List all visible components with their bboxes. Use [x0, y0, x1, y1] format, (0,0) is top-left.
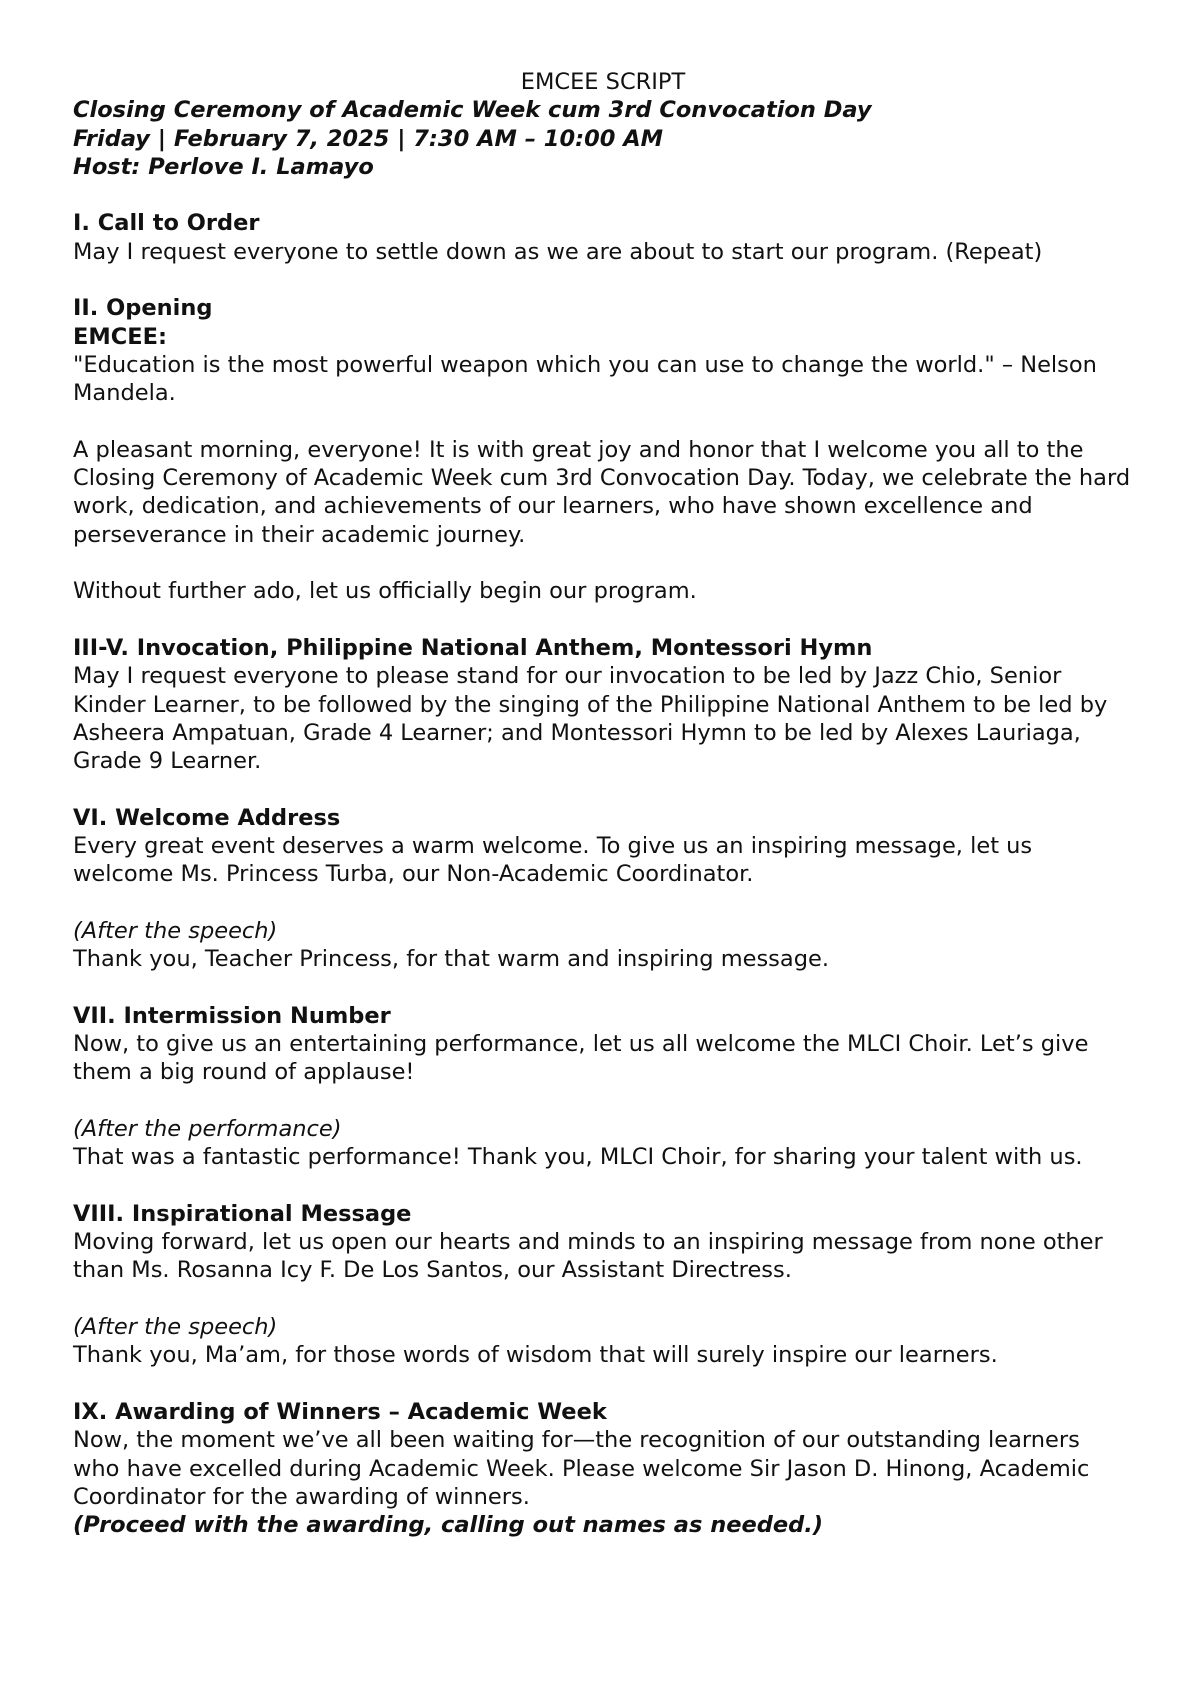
section-text-invocation: May I request everyone to please stand for our invocation to be led by Jazz Chio, Senior Kinder Learner, to be followed by the singing of the Philippine National Anthem to be led by Asheera Ampatuan, Grade 4 Learner; and Montessori Hymn to be led by Alexes Lauriaga, Grade 9 Learner.	[73, 663, 1108, 775]
section-heading-inspirational-message: VIII. Inspirational Message	[73, 1200, 412, 1227]
section-heading-invocation: III-V. Invocation, Philippine National Anthem, Montessori Hymn	[73, 634, 873, 661]
section-heading-opening: II. Opening	[73, 295, 213, 322]
after-text-intermission: That was a fantastic performance! Thank you, MLCI Choir, for sharing your talent with us.	[73, 1144, 1083, 1171]
stage-cue: (After the performance)	[73, 1115, 342, 1142]
section-text-welcome-address: Every great event deserves a warm welcome. To give us an inspiring message, let us welcome Ms. Princess Turba, our Non-Academic Coordinator.	[73, 833, 1033, 888]
stage-cue: (After the speech)	[73, 1314, 278, 1341]
section-text-call-to-order: May I request everyone to settle down as we are about to start our program. (Repeat)	[73, 238, 1043, 265]
stage-cue: (After the speech)	[73, 917, 278, 944]
speaker-label: EMCEE:	[73, 323, 168, 350]
after-text-inspirational-message: Thank you, Ma’am, for those words of wisdom that will surely inspire our learners.	[73, 1342, 998, 1369]
event-datetime: Friday | February 7, 2025 | 7:30 AM – 10:00 AM	[73, 125, 664, 152]
document-page	[73, 68, 1133, 1539]
event-title: Closing Ceremony of Academic Week cum 3rd Convocation Day	[73, 97, 872, 124]
opening-closing-line: Without further ado, let us officially begin our program.	[73, 578, 697, 605]
document-title: EMCEE SCRIPT	[520, 69, 686, 95]
section-text-intermission: Now, to give us an entertaining performance, let us all welcome the MLCI Choir. Let’s give them a big round of applause!	[73, 1031, 1089, 1086]
section-heading-call-to-order: I. Call to Order	[73, 210, 260, 237]
section-heading-welcome-address: VI. Welcome Address	[73, 804, 341, 831]
stage-cue: (Proceed with the awarding, calling out names as needed.)	[73, 1512, 824, 1539]
section-text-inspirational-message: Moving forward, let us open our hearts and minds to an inspiring message from none other than Ms. Rosanna Icy F. De Los Santos, our Assistant Directress.	[73, 1229, 1103, 1284]
section-text-awarding: Now, the moment we’ve all been waiting for—the recognition of our outstanding learners who have excelled during Academic Week. Please welcome Sir Jason D. Hinong, Academic Coordinator for the awarding of winners.	[73, 1427, 1090, 1510]
opening-paragraph: A pleasant morning, everyone! It is with great joy and honor that I welcome you all to the Closing Ceremony of Academic Week cum 3rd Convocation Day. Today, we celebrate the hard work, dedication, and achievements of our learners, who have shown excellence and perseverance in their academic journey.	[73, 436, 1131, 548]
after-text-welcome-address: Thank you, Teacher Princess, for that warm and inspiring message.	[73, 946, 829, 973]
section-heading-intermission: VII. Intermission Number	[73, 1002, 391, 1029]
opening-quote: "Education is the most powerful weapon which you can use to change the world." – Nelson Mandela.	[73, 351, 1097, 407]
section-heading-awarding: IX. Awarding of Winners – Academic Week	[73, 1398, 607, 1425]
event-host: Host: Perlove I. Lamayo	[73, 153, 374, 180]
